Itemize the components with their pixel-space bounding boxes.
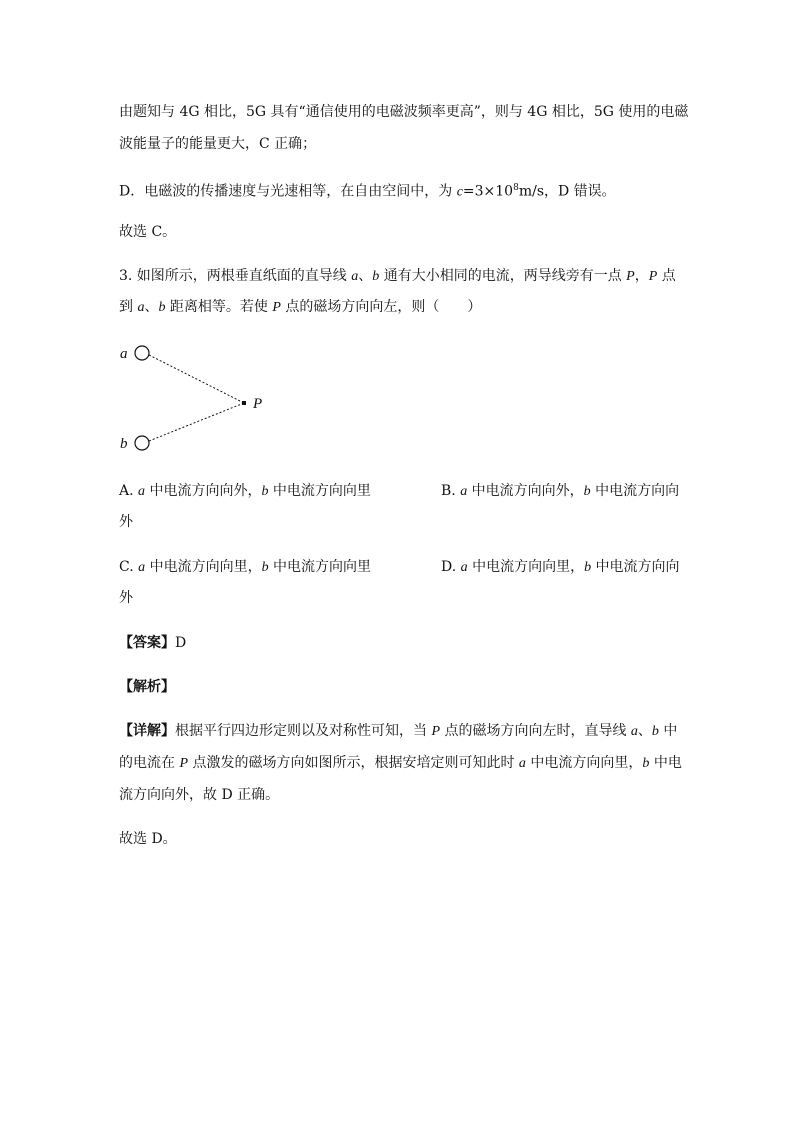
text: C.: [119, 559, 139, 575]
answer-value: D: [175, 635, 187, 651]
variable-b: b: [372, 269, 380, 284]
variable-b: b: [583, 484, 591, 499]
detail-line: 流方向向外，故 D 正确。: [119, 787, 280, 803]
text: 的电流在: [119, 755, 180, 771]
option-b: [441, 481, 679, 502]
question-line: [119, 297, 481, 318]
variable-b: b: [584, 560, 592, 575]
text: D.: [441, 559, 461, 575]
conclusion: 故选 C。: [119, 224, 177, 240]
variable-p: P: [431, 724, 441, 739]
text: 到: [119, 299, 138, 315]
text: 根据平行四边形定则以及对称性可知，当: [175, 723, 432, 739]
label-a: a: [120, 346, 128, 362]
variable-c: c: [456, 184, 463, 200]
variable-a: a: [137, 300, 145, 315]
text: 距离相等。若使: [165, 299, 273, 315]
text-line: 波能量子的能量更大，C 正确；: [119, 136, 317, 152]
text: 中电: [649, 755, 682, 771]
option-d: [441, 557, 680, 578]
text: 中电流方向向里，: [145, 559, 262, 575]
text: 中电流方向向: [591, 559, 680, 575]
text-line: 由题知与 4G 相比，5G 具有“通信使用的电磁波频率更高”，则与 4G 相比，5G 使用的电磁: [119, 104, 689, 120]
option-a: [119, 481, 371, 502]
answer-label: 【答案】: [119, 635, 175, 651]
variable-p: P: [272, 300, 281, 315]
text: 中电流方向向里，: [525, 755, 643, 771]
option-d-explanation: [119, 178, 616, 203]
variable-a: a: [138, 484, 146, 499]
detail-line: [119, 721, 677, 742]
text: 、: [358, 268, 373, 284]
wire-figure: [112, 338, 282, 454]
text: 中电流方向向: [590, 483, 680, 499]
variable-b: b: [642, 756, 650, 771]
variable-p: P: [648, 269, 658, 284]
text: 中电流方向向里: [268, 559, 372, 575]
variable-a: a: [460, 560, 468, 575]
text: 中电流方向向外，: [467, 483, 584, 499]
variable-p: P: [179, 756, 189, 771]
analysis-label: 【解析】: [119, 679, 175, 695]
text: ，: [634, 268, 649, 284]
option-d-wrap: 外: [119, 590, 133, 606]
question-line: [119, 266, 676, 287]
text: A.: [119, 483, 139, 499]
text: =3×10: [462, 183, 514, 200]
text: B.: [441, 483, 461, 499]
exponent: 8: [513, 183, 519, 193]
text: 中电流方向向里: [268, 483, 371, 499]
label-p: P: [253, 396, 263, 412]
dashed-line-b: [149, 403, 244, 441]
text: 中: [658, 723, 678, 739]
text: 点的磁场方向向左时，直导线: [440, 723, 631, 739]
answer: [119, 633, 186, 653]
wire-a-circle: [135, 346, 149, 360]
dashed-line-a: [149, 355, 244, 403]
option-c: [119, 557, 371, 578]
wire-b-circle: [135, 436, 149, 450]
variable-b: b: [261, 560, 269, 575]
detail-line: [119, 753, 682, 774]
variable-a: a: [518, 756, 526, 771]
detail-label: 【详解】: [119, 723, 175, 739]
variable-b: b: [261, 484, 269, 499]
variable-p: P: [626, 269, 635, 284]
text: 点的磁场方向向左，则（ ）: [280, 299, 482, 315]
point-p: [242, 401, 246, 405]
variable-a: a: [138, 560, 146, 575]
conclusion: 故选 D。: [119, 831, 177, 847]
text: 中电流方向向里，: [467, 559, 585, 575]
text: 3. 如图所示，两根垂直纸面的直导线: [119, 268, 352, 284]
label-b: b: [120, 436, 128, 452]
variable-b: b: [158, 300, 166, 315]
text: 点激发的磁场方向如图所示，根据安培定则可知此时: [188, 755, 519, 771]
text: 中电流方向向外，: [145, 483, 262, 499]
variable-b: b: [651, 724, 659, 739]
text: 、: [637, 723, 652, 739]
text: 通有大小相同的电流，两导线旁有一点: [379, 268, 627, 284]
variable-a: a: [460, 484, 468, 499]
text: 点: [657, 268, 676, 284]
text: m/s，D 错误。: [518, 183, 616, 200]
variable-a: a: [351, 269, 359, 284]
text: D．电磁波的传播速度与光速相等，在自由空间中，为: [119, 183, 457, 200]
variable-a: a: [630, 724, 638, 739]
option-b-wrap: 外: [119, 514, 133, 530]
text: 、: [144, 299, 159, 315]
